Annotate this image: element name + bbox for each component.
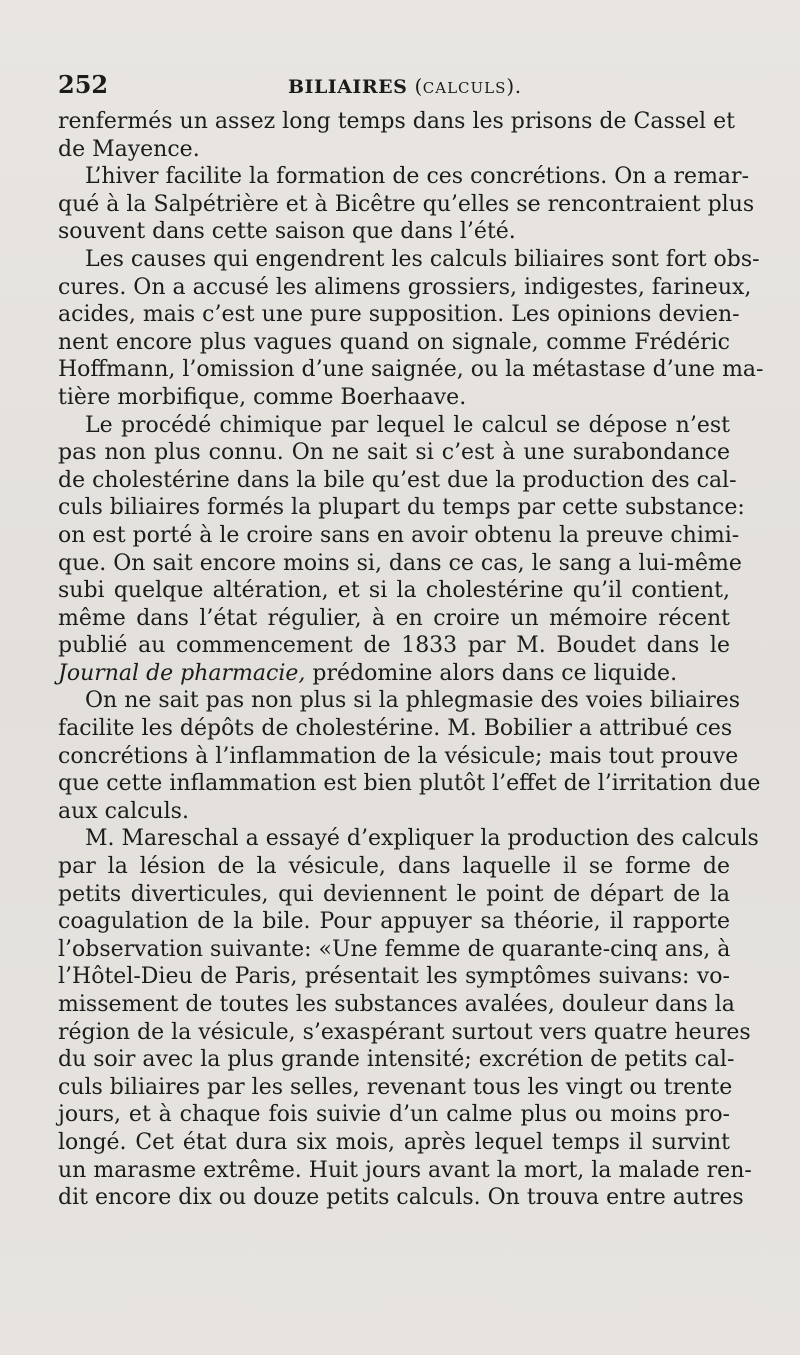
text-line: l’observation suivante: «Une femme de quarante-cinq ans, à bbox=[58, 936, 731, 962]
text-line: dit encore dix ou douze petits calculs. On trouva entre autres bbox=[58, 1185, 744, 1211]
text-line: un marasme extrême. Huit jours avant la mort, la malade ren- bbox=[58, 1157, 752, 1183]
text-line: que cette inflammation est bien plutôt l’effet de l’irritation due bbox=[58, 771, 761, 797]
running-title: BILIAIRES bbox=[288, 76, 408, 98]
text-line: pas non plus connu. On ne sait si c’est à une surabondance bbox=[58, 440, 730, 466]
text-line: tière morbifique, comme Boerhaave. bbox=[58, 384, 467, 410]
text-line: l’Hôtel-Dieu de Paris, présentait les symptômes suivans: vo- bbox=[58, 964, 730, 990]
text-line: cures. On a accusé les alimens grossiers, indigestes, farineux, bbox=[58, 274, 752, 300]
text-line: souvent dans cette saison que dans l’été. bbox=[58, 219, 516, 245]
running-close-paren: ). bbox=[506, 74, 522, 98]
text-line-rest: prédomine alors dans ce liquide. bbox=[312, 660, 678, 686]
text-line-with-journal-title bbox=[58, 660, 730, 688]
text-line: Le procédé chimique par lequel le calcul se dépose n’est bbox=[85, 412, 730, 438]
text-line: culs biliaires par les selles, revenant tous les vingt ou trente bbox=[58, 1074, 733, 1100]
text-line: Hoffmann, l’omission d’une saignée, ou la métastase d’une ma- bbox=[58, 357, 764, 383]
text-line: acides, mais c’est une pure supposition. Les opinions devien- bbox=[58, 302, 740, 328]
running-subtitle: CALCULS bbox=[422, 79, 507, 97]
text-line: du soir avec la plus grande intensité; excrétion de petits cal- bbox=[58, 1047, 735, 1073]
running-open-paren: ( bbox=[414, 74, 423, 98]
text-line: par la lésion de la vésicule, dans laquelle il se forme de bbox=[58, 854, 730, 880]
text-line: petits diverticules, qui deviennent le point de départ de la bbox=[58, 881, 730, 907]
text-line: coagulation de la bile. Pour appuyer sa théorie, il rapporte bbox=[58, 909, 730, 935]
journal-title: Journal de pharmacie, bbox=[58, 660, 306, 686]
text-line: qué à la Salpétrière et à Bicêtre qu’elles se rencontraient plus bbox=[58, 191, 755, 217]
text-line: renfermés un assez long temps dans les prisons de Cassel et bbox=[58, 109, 735, 134]
text-line: L’hiver facilite la formation de ces concrétions. On a remar- bbox=[85, 164, 749, 190]
text-line: de Mayence. bbox=[58, 136, 200, 162]
text-line: nent encore plus vagues quand on signale, comme Frédéric bbox=[58, 329, 730, 355]
text-line: missement de toutes les substances avalées, douleur dans la bbox=[58, 992, 735, 1017]
page-number: 252 bbox=[58, 70, 109, 99]
text-line: concrétions à l’inflammation de la vésicule; mais tout prouve bbox=[58, 743, 739, 769]
text-line: M. Mareschal a essayé d’expliquer la production des calculs bbox=[85, 826, 759, 852]
text-line: que. On sait encore moins si, dans ce cas, le sang a lui-même bbox=[58, 550, 742, 576]
text-line: facilite les dépôts de cholestérine. M. Bobilier a attribué ces bbox=[58, 716, 733, 742]
text-line: de cholestérine dans la bile qu’est due la production des cal- bbox=[58, 467, 737, 493]
text-line: publié au commencement de 1833 par M. Boudet dans le bbox=[58, 633, 730, 659]
text-line: Les causes qui engendrent les calculs biliaires sont fort obs- bbox=[85, 246, 760, 272]
running-head bbox=[288, 74, 522, 98]
text-line: région de la vésicule, s’exaspérant surtout vers quatre heures bbox=[58, 1019, 751, 1045]
text-line: jours, et à chaque fois suivie d’un calme plus ou moins pro- bbox=[58, 1102, 730, 1128]
text-line: culs biliaires formés la plupart du temps par cette substance: bbox=[58, 495, 745, 521]
text-line: on est porté à le croire sans en avoir obtenu la preuve chimi- bbox=[58, 522, 740, 548]
text-line: même dans l’état régulier, à en croire un mémoire récent bbox=[58, 605, 730, 631]
text-line: aux calculs. bbox=[58, 798, 189, 824]
text-line: subi quelque altération, et si la cholestérine qu’il contient, bbox=[58, 578, 730, 604]
page-header bbox=[58, 70, 728, 104]
text-line: longé. Cet état dura six mois, après lequel temps il survint bbox=[58, 1129, 730, 1155]
body-text bbox=[58, 108, 764, 1212]
text-line: On ne sait pas non plus si la phlegmasie des voies biliaires bbox=[85, 688, 741, 714]
